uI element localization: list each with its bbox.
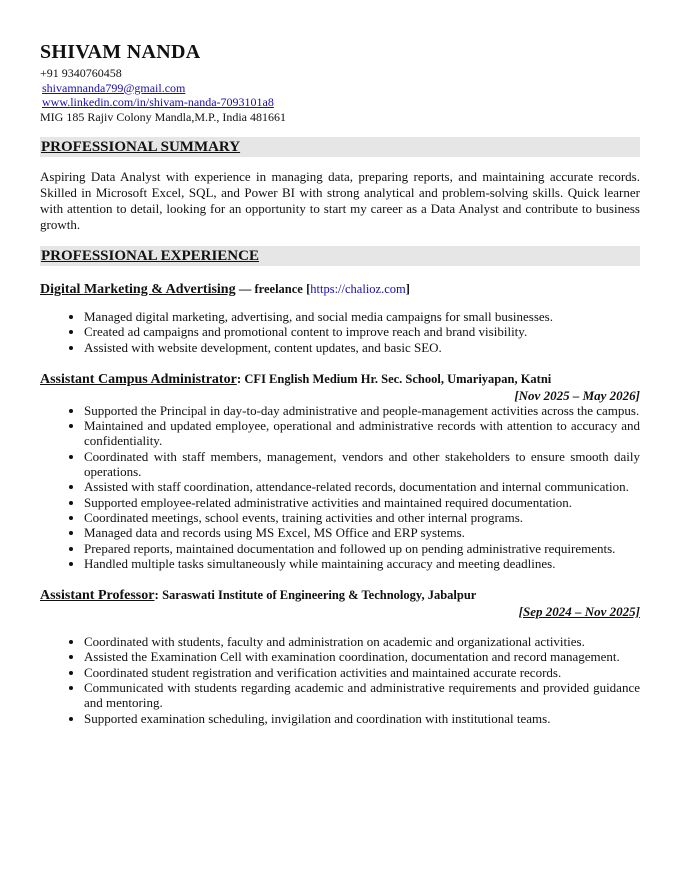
job-title: Assistant Professor [40, 588, 155, 604]
list-item: • Maintained and updated employee, operational and administrative records with attention to accuracy and confidentiality. [84, 418, 640, 449]
phone-number: +91 9340760458 [40, 66, 122, 80]
title-colon: : [154, 587, 159, 603]
job-dates: [Nov 2025 – May 2026] [514, 387, 640, 403]
title-colon: : [236, 370, 242, 386]
email-link[interactable]: shivamnanda799@gmail.com [42, 80, 186, 95]
list-item: • Supported the Principal in day-to-day administrative and people-management activities across the campus. [84, 403, 640, 418]
summary-text: Aspiring Data Analyst with experience in managing data, preparing reports, and maintaining accurate records. Skilled in Microsoft Excel, SQL, and Power BI with strong analytical and problem-solving skills. Quick learner with attention to detail, looking for an opportunity to start my career as a Data Analyst and contribute to business growth. [40, 169, 640, 232]
job-org: CFI English Medium Hr. Sec. School, Umariyapan, Katni [244, 371, 552, 386]
list-item: • Created ad campaigns and promotional content to improve reach and brand visibility. [84, 324, 640, 339]
linkedin-link[interactable]: www.linkedin.com/in/shivam-nanda-7093101a8 [42, 95, 274, 109]
list-item: • Assisted the Examination Cell with examination coordination, documentation and record management. [84, 649, 640, 664]
job-bullets [40, 309, 640, 355]
job-org: Saraswati Institute of Engineering & Technology, Jabalpur [162, 588, 477, 603]
bracket-close: ] [405, 282, 410, 296]
job-entry [40, 586, 640, 726]
summary-heading: PROFESSIONAL SUMMARY [40, 137, 640, 157]
job-bullets [40, 634, 640, 726]
job-bullets [40, 403, 640, 571]
list-item: • Supported employee-related administrative activities and maintained required documentation. [84, 495, 640, 510]
list-item: • Assisted with website development, content updates, and basic SEO. [84, 340, 640, 355]
address: MIG 185 Rajiv Colony Mandla,M.P., India 481661 [40, 109, 286, 124]
job-dates: [Sep 2024 – Nov 2025] [518, 604, 640, 620]
list-item: • Assisted with staff coordination, attendance-related records, documentation and internal communication. [84, 479, 640, 494]
list-item: • Coordinated meetings, school events, training activities and other internal programs. [84, 510, 640, 525]
list-item: • Coordinated student registration and verification activities and maintained accurate records. [84, 665, 640, 680]
list-item: • Supported examination scheduling, invigilation and coordination with institutional teams. [84, 711, 640, 726]
list-item: • Coordinated with students, faculty and administration on academic and organizational activities. [84, 634, 640, 649]
job-title: Assistant Campus Administrator [40, 371, 237, 387]
job-entry [40, 370, 640, 571]
list-item: • Coordinated with staff members, management, vendors and other stakeholders to ensure smooth daily operations. [84, 449, 640, 480]
experience-heading: PROFESSIONAL EXPERIENCE [40, 246, 640, 266]
list-item: • Communicated with students regarding academic and administrative requirements and provided guidance and mentoring. [84, 680, 640, 711]
list-item: • Managed data and records using MS Excel, MS Office and ERP systems. [84, 525, 640, 540]
job-entry [40, 280, 640, 355]
list-item: • Managed digital marketing, advertising, and social media campaigns for small businesses. [84, 309, 640, 324]
job-title: Digital Marketing & Advertising [40, 282, 236, 297]
list-item: • Handled multiple tasks simultaneously while maintaining accuracy and meeting deadlines. [84, 556, 640, 571]
freelance-link[interactable]: https://chalioz.com [310, 282, 406, 296]
bracket-open: [ [306, 282, 311, 296]
job-org: — freelance [238, 282, 303, 296]
candidate-name: SHIVAM NANDA [40, 41, 201, 63]
list-item: • Prepared reports, maintained documentation and followed up on pending administrative requirements. [84, 541, 640, 556]
contact-block [40, 66, 640, 124]
